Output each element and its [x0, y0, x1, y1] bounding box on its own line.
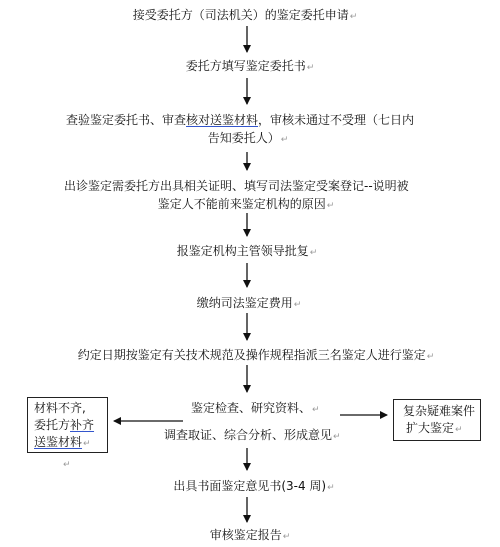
- step-fill-commission: 委托方填写鉴定委托书↵: [185, 59, 315, 73]
- step-verify-line2: 告知委托人）↵: [207, 131, 289, 145]
- left-box-mark: ↵: [63, 460, 71, 470]
- step-issue-opinion: 出具书面鉴定意见书(3-4 周)↵: [173, 479, 335, 493]
- incomplete-materials-box: 材料不齐, 委托方补齐 送鉴材料↵: [27, 397, 108, 453]
- step-outcall-line2: 鉴定人不能前来鉴定机构的原因↵: [157, 197, 335, 211]
- step-receive-request: 接受委托方（司法机关）的鉴定委托申请↵: [132, 8, 358, 22]
- step-approval: 报鉴定机构主管领导批复↵: [176, 244, 318, 258]
- step-appoint-experts: 约定日期按鉴定有关技术规范及操作规程指派三名鉴定人进行鉴定↵: [77, 348, 435, 362]
- step-verify-line1: 查验鉴定委托书、审查核对送鉴材料，审核未通过不受理（七日内: [66, 113, 415, 127]
- step-examination-line1: 鉴定检查、研究资料、↵: [191, 401, 320, 415]
- step-review-report: 审核鉴定报告↵: [209, 528, 291, 542]
- step-examination-line2: 调查取证、综合分析、形成意见↵: [164, 428, 341, 442]
- step-outcall-line1: 出诊鉴定需委托方出具相关证明、填写司法鉴定受案登记--说明被: [64, 179, 409, 193]
- complex-case-box: 复杂疑难案件 扩大鉴定↵: [393, 399, 481, 441]
- step-pay-fee: 缴纳司法鉴定费用↵: [196, 296, 302, 310]
